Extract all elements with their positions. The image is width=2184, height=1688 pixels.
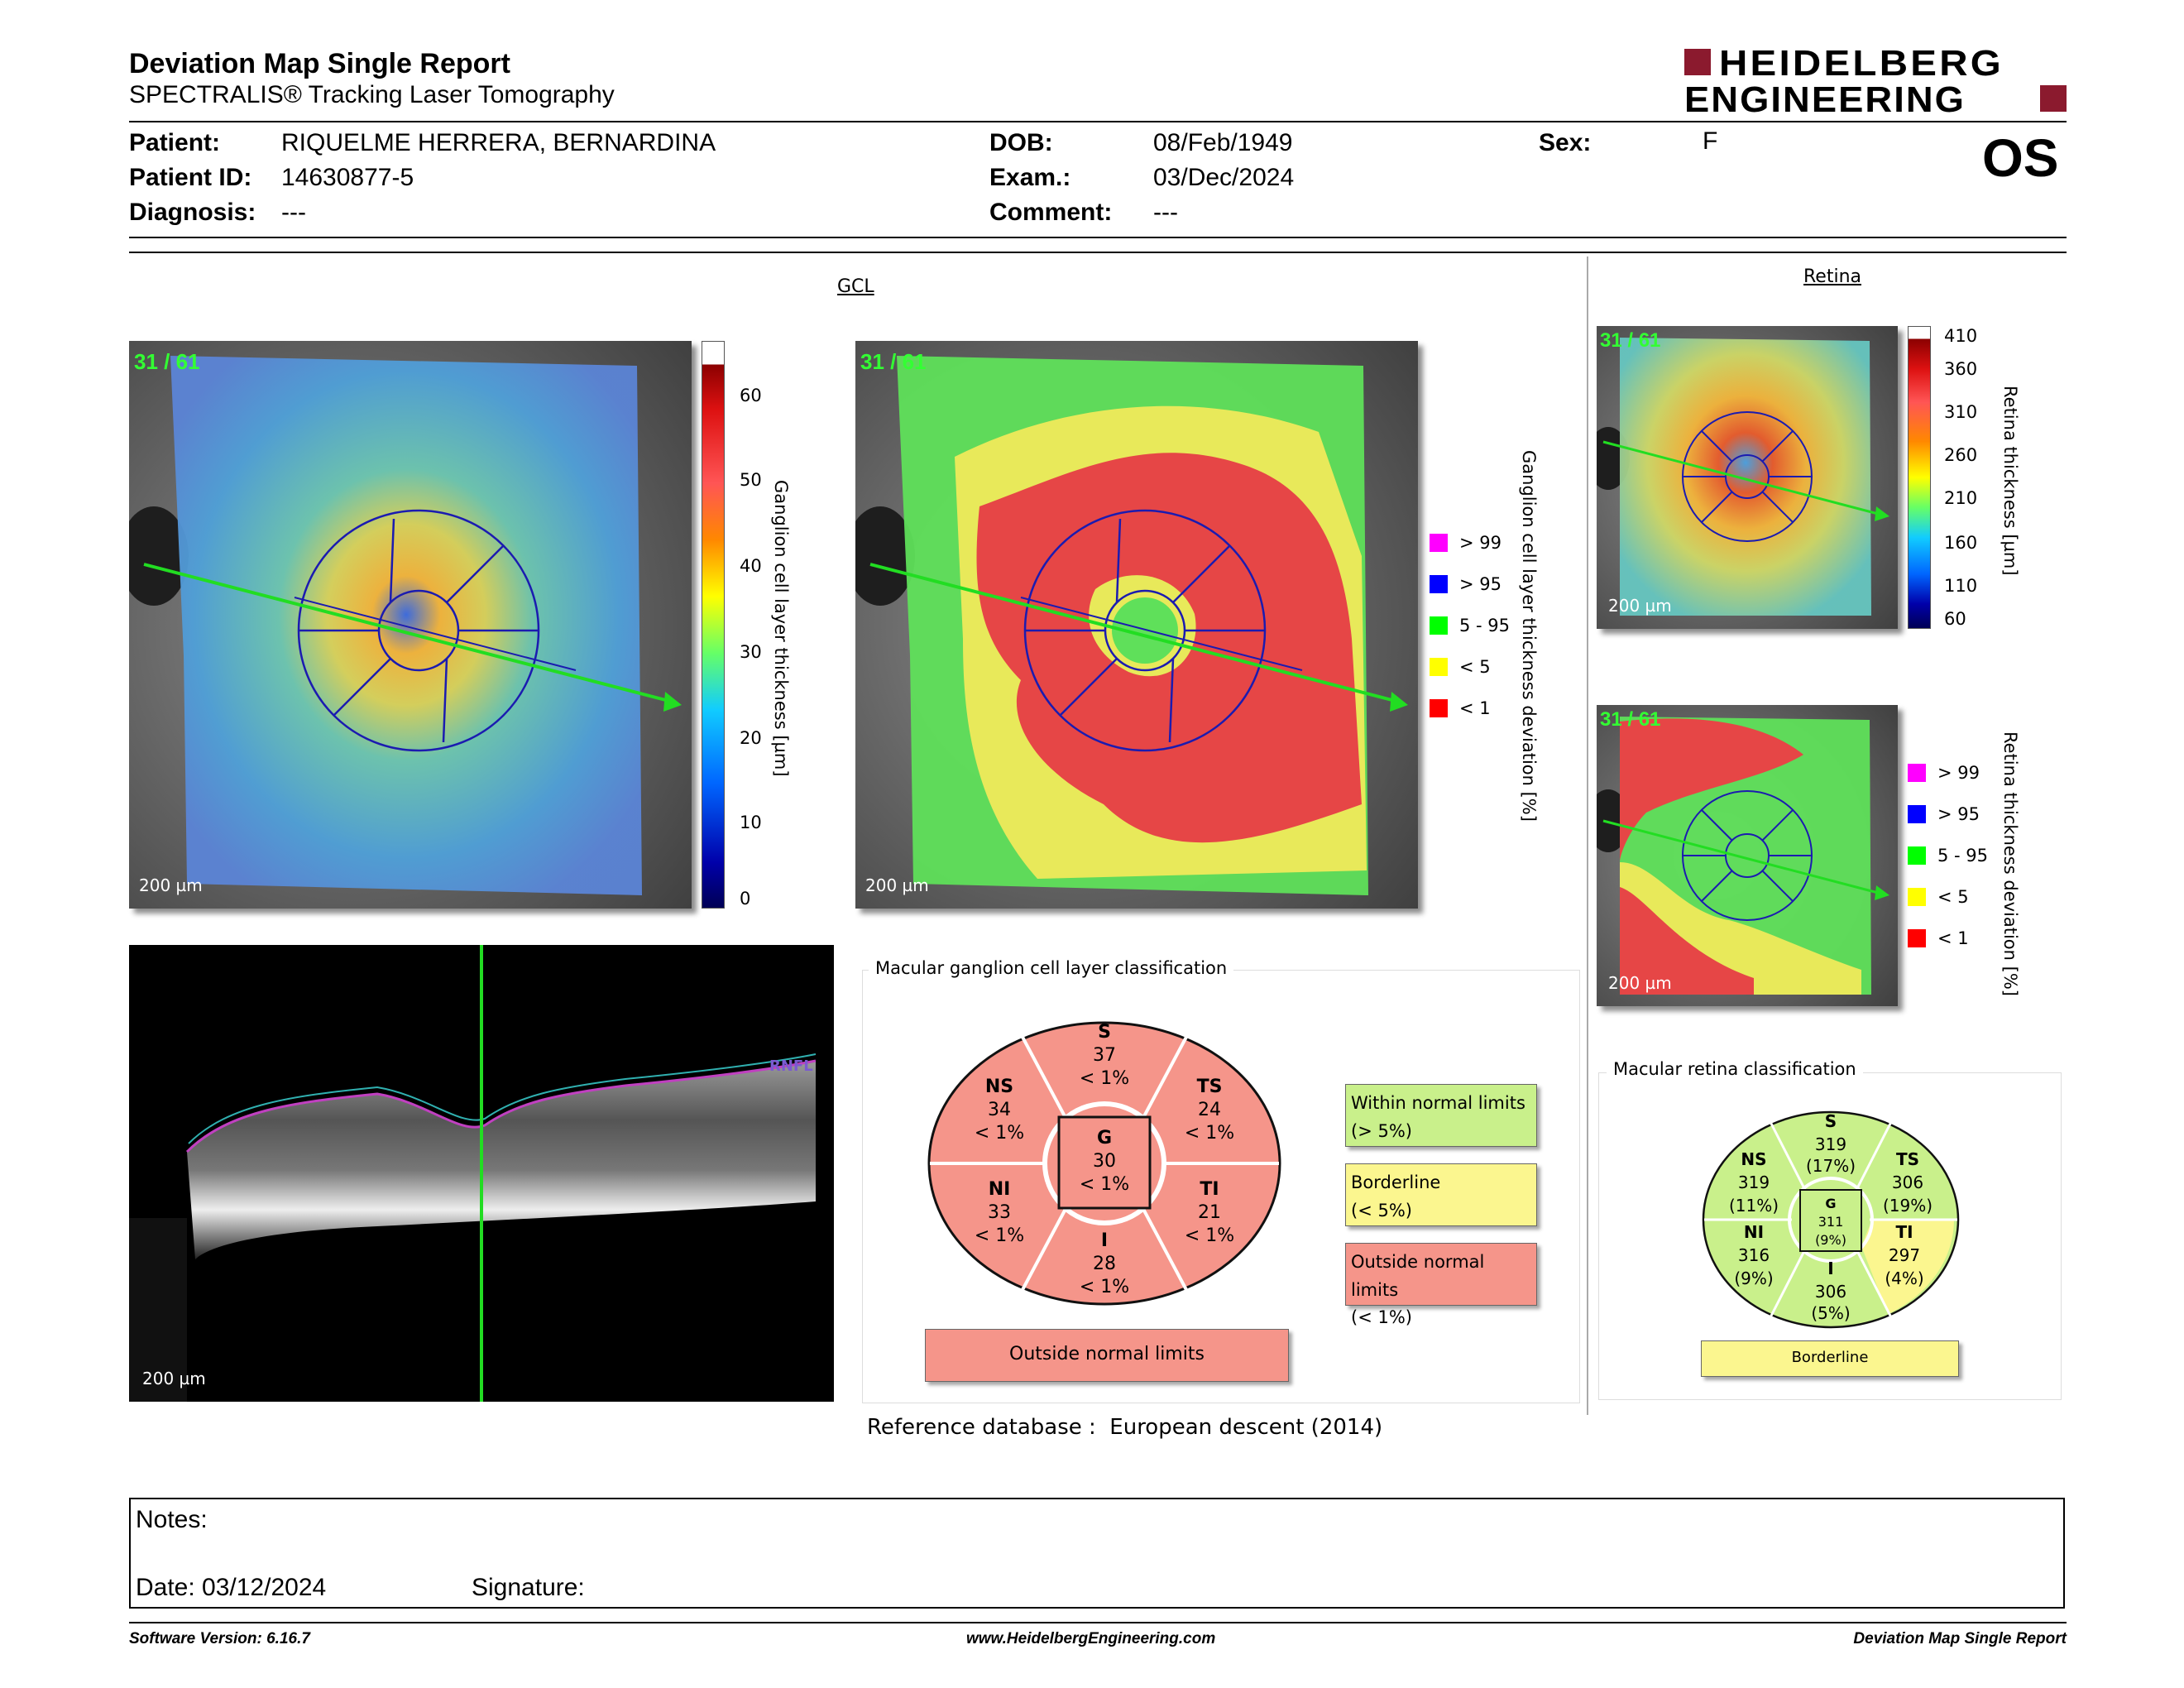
patient-id-value: 14630877-5 bbox=[281, 164, 414, 191]
retina-thickness-scale-label: 200 µm bbox=[1608, 596, 1672, 616]
retina-deviation-axis-label: Retina thickness deviation [%] bbox=[2000, 731, 2020, 996]
gcl-ni-pct: < 1% bbox=[974, 1225, 1025, 1246]
svg-text:TI: TI bbox=[1895, 1222, 1913, 1242]
date-label: Date: 03/12/2024 bbox=[136, 1574, 327, 1601]
legend-outside-normal: Outside normal limits (< 1%) bbox=[1345, 1243, 1537, 1306]
gcl-legend-5-95: 5 - 95 bbox=[1430, 616, 1510, 635]
gcl-ni-name: NI bbox=[988, 1179, 1011, 1200]
patient-label: Patient: bbox=[129, 129, 221, 156]
gcl-g-value: 30 bbox=[1093, 1151, 1116, 1172]
logo-square-bottom bbox=[2040, 85, 2067, 112]
logo-line-1: HEIDELBERG bbox=[1719, 43, 2004, 84]
gcl-ti-name: TI bbox=[1200, 1179, 1219, 1200]
patient-value: RIQUELME HERRERA, BERNARDINA bbox=[281, 129, 716, 156]
retina-legend-lt5: < 5 bbox=[1908, 887, 1969, 907]
website-link[interactable]: www.HeidelbergEngineering.com bbox=[966, 1630, 1216, 1647]
patient-id-label: Patient ID: bbox=[129, 164, 252, 191]
svg-text:(4%): (4%) bbox=[1885, 1268, 1924, 1288]
svg-text:(5%): (5%) bbox=[1811, 1303, 1851, 1323]
sex-label: Sex: bbox=[1539, 129, 1592, 156]
gcl-result-box: Outside normal limits bbox=[925, 1329, 1289, 1382]
legend-swatch-green bbox=[1430, 616, 1448, 635]
gcl-s-pct: < 1% bbox=[1079, 1068, 1130, 1089]
retina-deviation-map bbox=[1597, 705, 1898, 1006]
retina-thickness-map bbox=[1597, 326, 1898, 629]
gcl-thickness-colorbar bbox=[702, 341, 725, 909]
retina-thickness-frame-label: 31 / 61 bbox=[1600, 329, 1661, 352]
header-rule bbox=[129, 121, 2067, 122]
gcl-tick-60: 60 bbox=[740, 386, 762, 405]
legend-swatch-red bbox=[1430, 699, 1448, 717]
gcl-ns-pct: < 1% bbox=[974, 1123, 1025, 1144]
patient-rule-1 bbox=[129, 237, 2067, 238]
gcl-s-name: S bbox=[1098, 1022, 1111, 1043]
gcl-tick-50: 50 bbox=[740, 470, 762, 490]
gcl-deviation-axis-label: Ganglion cell layer thickness deviation [%] bbox=[1519, 450, 1539, 822]
gcl-g-pct: < 1% bbox=[1079, 1174, 1130, 1195]
gcl-i-value: 28 bbox=[1093, 1254, 1116, 1274]
retina-section-title: Retina bbox=[1803, 266, 1861, 287]
gcl-ns-name: NS bbox=[984, 1077, 1014, 1097]
retina-tick-410: 410 bbox=[1944, 326, 1978, 346]
svg-text:316: 316 bbox=[1737, 1245, 1770, 1265]
bscan-layer-label: RNFL bbox=[769, 1057, 813, 1075]
svg-text:TS: TS bbox=[1895, 1149, 1920, 1169]
svg-text:(9%): (9%) bbox=[1734, 1268, 1774, 1288]
gcl-thickness-axis-label: Ganglion cell layer thickness [µm] bbox=[771, 480, 791, 777]
gcl-legend-lt1: < 1 bbox=[1430, 698, 1491, 718]
gcl-ti-pct: < 1% bbox=[1184, 1225, 1235, 1246]
footer-report-name: Deviation Map Single Report bbox=[1853, 1630, 2067, 1647]
software-version: Software Version: 6.16.7 bbox=[129, 1630, 310, 1647]
retina-tick-110: 110 bbox=[1944, 576, 1978, 596]
gcl-legend-gt95: > 95 bbox=[1430, 574, 1502, 594]
legend-swatch-blue bbox=[1430, 575, 1448, 593]
gcl-thickness-frame-label: 31 / 61 bbox=[134, 349, 200, 374]
gcl-legend-lt5: < 5 bbox=[1430, 657, 1491, 677]
retina-classification-title: Macular retina classification bbox=[1607, 1059, 1863, 1079]
retina-tick-160: 160 bbox=[1944, 533, 1978, 553]
oct-bscan bbox=[129, 945, 834, 1402]
gcl-ni-value: 33 bbox=[988, 1202, 1011, 1223]
bscan-scale-label: 200 µm bbox=[142, 1369, 206, 1388]
retina-thickness-colorbar bbox=[1908, 326, 1931, 629]
legend-swatch-magenta bbox=[1430, 534, 1448, 552]
svg-text:297: 297 bbox=[1888, 1245, 1921, 1265]
gcl-classification-title: Macular ganglion cell layer classification bbox=[869, 958, 1233, 978]
gcl-tick-20: 20 bbox=[740, 728, 762, 748]
gcl-ts-value: 24 bbox=[1198, 1100, 1221, 1120]
svg-text:(17%): (17%) bbox=[1805, 1156, 1856, 1176]
retina-sector-chart bbox=[1696, 1105, 1966, 1340]
reference-database: Reference database : European descent (2014) bbox=[867, 1415, 1383, 1440]
gcl-tick-0: 0 bbox=[740, 889, 751, 909]
gcl-i-name: I bbox=[1100, 1230, 1109, 1251]
logo-square-top bbox=[1684, 49, 1711, 75]
retina-deviation-frame-label: 31 / 61 bbox=[1600, 708, 1661, 731]
retina-thickness-axis-label: Retina thickness [µm] bbox=[2000, 386, 2020, 576]
gcl-ti-value: 21 bbox=[1198, 1202, 1221, 1223]
svg-text:(9%): (9%) bbox=[1815, 1232, 1846, 1248]
gcl-sector-chart bbox=[918, 1014, 1291, 1322]
gcl-ts-pct: < 1% bbox=[1184, 1123, 1235, 1144]
retina-legend-lt1: < 1 bbox=[1908, 928, 1969, 948]
retina-tick-260: 260 bbox=[1944, 445, 1978, 465]
footer-rule bbox=[129, 1622, 2067, 1623]
gcl-section-title: GCL bbox=[837, 276, 874, 297]
gcl-ns-value: 34 bbox=[988, 1100, 1011, 1120]
retina-legend-5-95: 5 - 95 bbox=[1908, 846, 1988, 866]
column-divider bbox=[1587, 257, 1588, 1415]
logo-line-2: ENGINEERING bbox=[1684, 79, 1966, 120]
heidelberg-logo bbox=[1684, 45, 2067, 119]
retina-tick-60: 60 bbox=[1944, 609, 1966, 629]
gcl-tick-40: 40 bbox=[740, 556, 762, 576]
gcl-legend-gt99: > 99 bbox=[1430, 533, 1502, 553]
retina-legend-gt95: > 95 bbox=[1908, 804, 1980, 824]
gcl-thickness-scale-label: 200 µm bbox=[139, 875, 203, 895]
exam-value: 03/Dec/2024 bbox=[1153, 164, 1295, 191]
legend-swatch-yellow bbox=[1430, 658, 1448, 676]
retina-tick-210: 210 bbox=[1944, 488, 1978, 508]
legend-borderline: Borderline (< 5%) bbox=[1345, 1163, 1537, 1226]
retina-tick-310: 310 bbox=[1944, 402, 1978, 422]
exam-label: Exam.: bbox=[989, 164, 1071, 191]
comment-value: --- bbox=[1153, 199, 1178, 226]
gcl-deviation-scale-label: 200 µm bbox=[865, 875, 929, 895]
sex-value: F bbox=[1703, 127, 1718, 155]
svg-text:(19%): (19%) bbox=[1882, 1196, 1933, 1216]
gcl-g-name: G bbox=[1096, 1128, 1113, 1149]
gcl-deviation-map bbox=[855, 341, 1418, 909]
report-subtitle: SPECTRALIS® Tracking Laser Tomography bbox=[129, 81, 615, 108]
gcl-deviation-frame-label: 31 / 61 bbox=[860, 349, 927, 374]
signature-label: Signature: bbox=[472, 1574, 585, 1601]
patient-rule-2 bbox=[129, 252, 2067, 253]
svg-text:306: 306 bbox=[1891, 1172, 1924, 1192]
eye-laterality: OS bbox=[1982, 128, 2059, 188]
svg-text:NI: NI bbox=[1743, 1222, 1765, 1242]
diagnosis-value: --- bbox=[281, 199, 306, 226]
svg-text:306: 306 bbox=[1814, 1282, 1847, 1302]
svg-text:G: G bbox=[1825, 1196, 1837, 1211]
comment-label: Comment: bbox=[989, 199, 1113, 226]
gcl-ts-name: TS bbox=[1196, 1077, 1223, 1097]
svg-text:319: 319 bbox=[1737, 1172, 1770, 1192]
gcl-thickness-map bbox=[129, 341, 692, 909]
svg-text:S: S bbox=[1824, 1111, 1837, 1131]
retina-result-box: Borderline bbox=[1701, 1340, 1959, 1377]
diagnosis-label: Diagnosis: bbox=[129, 199, 256, 226]
notes-label: Notes: bbox=[136, 1506, 208, 1533]
retina-tick-360: 360 bbox=[1944, 359, 1978, 379]
retina-band bbox=[187, 1061, 816, 1259]
legend-within-normal: Within normal limits (> 5%) bbox=[1345, 1084, 1537, 1147]
gcl-s-value: 37 bbox=[1093, 1045, 1116, 1066]
svg-text:I: I bbox=[1827, 1259, 1834, 1278]
notes-box bbox=[129, 1498, 2065, 1609]
svg-text:311: 311 bbox=[1818, 1214, 1844, 1230]
retina-deviation-scale-label: 200 µm bbox=[1608, 973, 1672, 993]
gcl-i-pct: < 1% bbox=[1079, 1277, 1130, 1297]
gcl-tick-10: 10 bbox=[740, 813, 762, 832]
report-title: Deviation Map Single Report bbox=[129, 48, 510, 79]
svg-text:(11%): (11%) bbox=[1728, 1196, 1779, 1216]
retina-legend-gt99: > 99 bbox=[1908, 763, 1980, 783]
dob-label: DOB: bbox=[989, 129, 1053, 156]
svg-text:319: 319 bbox=[1814, 1134, 1847, 1154]
svg-text:NS: NS bbox=[1741, 1149, 1767, 1169]
gcl-tick-30: 30 bbox=[740, 642, 762, 662]
dob-value: 08/Feb/1949 bbox=[1153, 129, 1293, 156]
